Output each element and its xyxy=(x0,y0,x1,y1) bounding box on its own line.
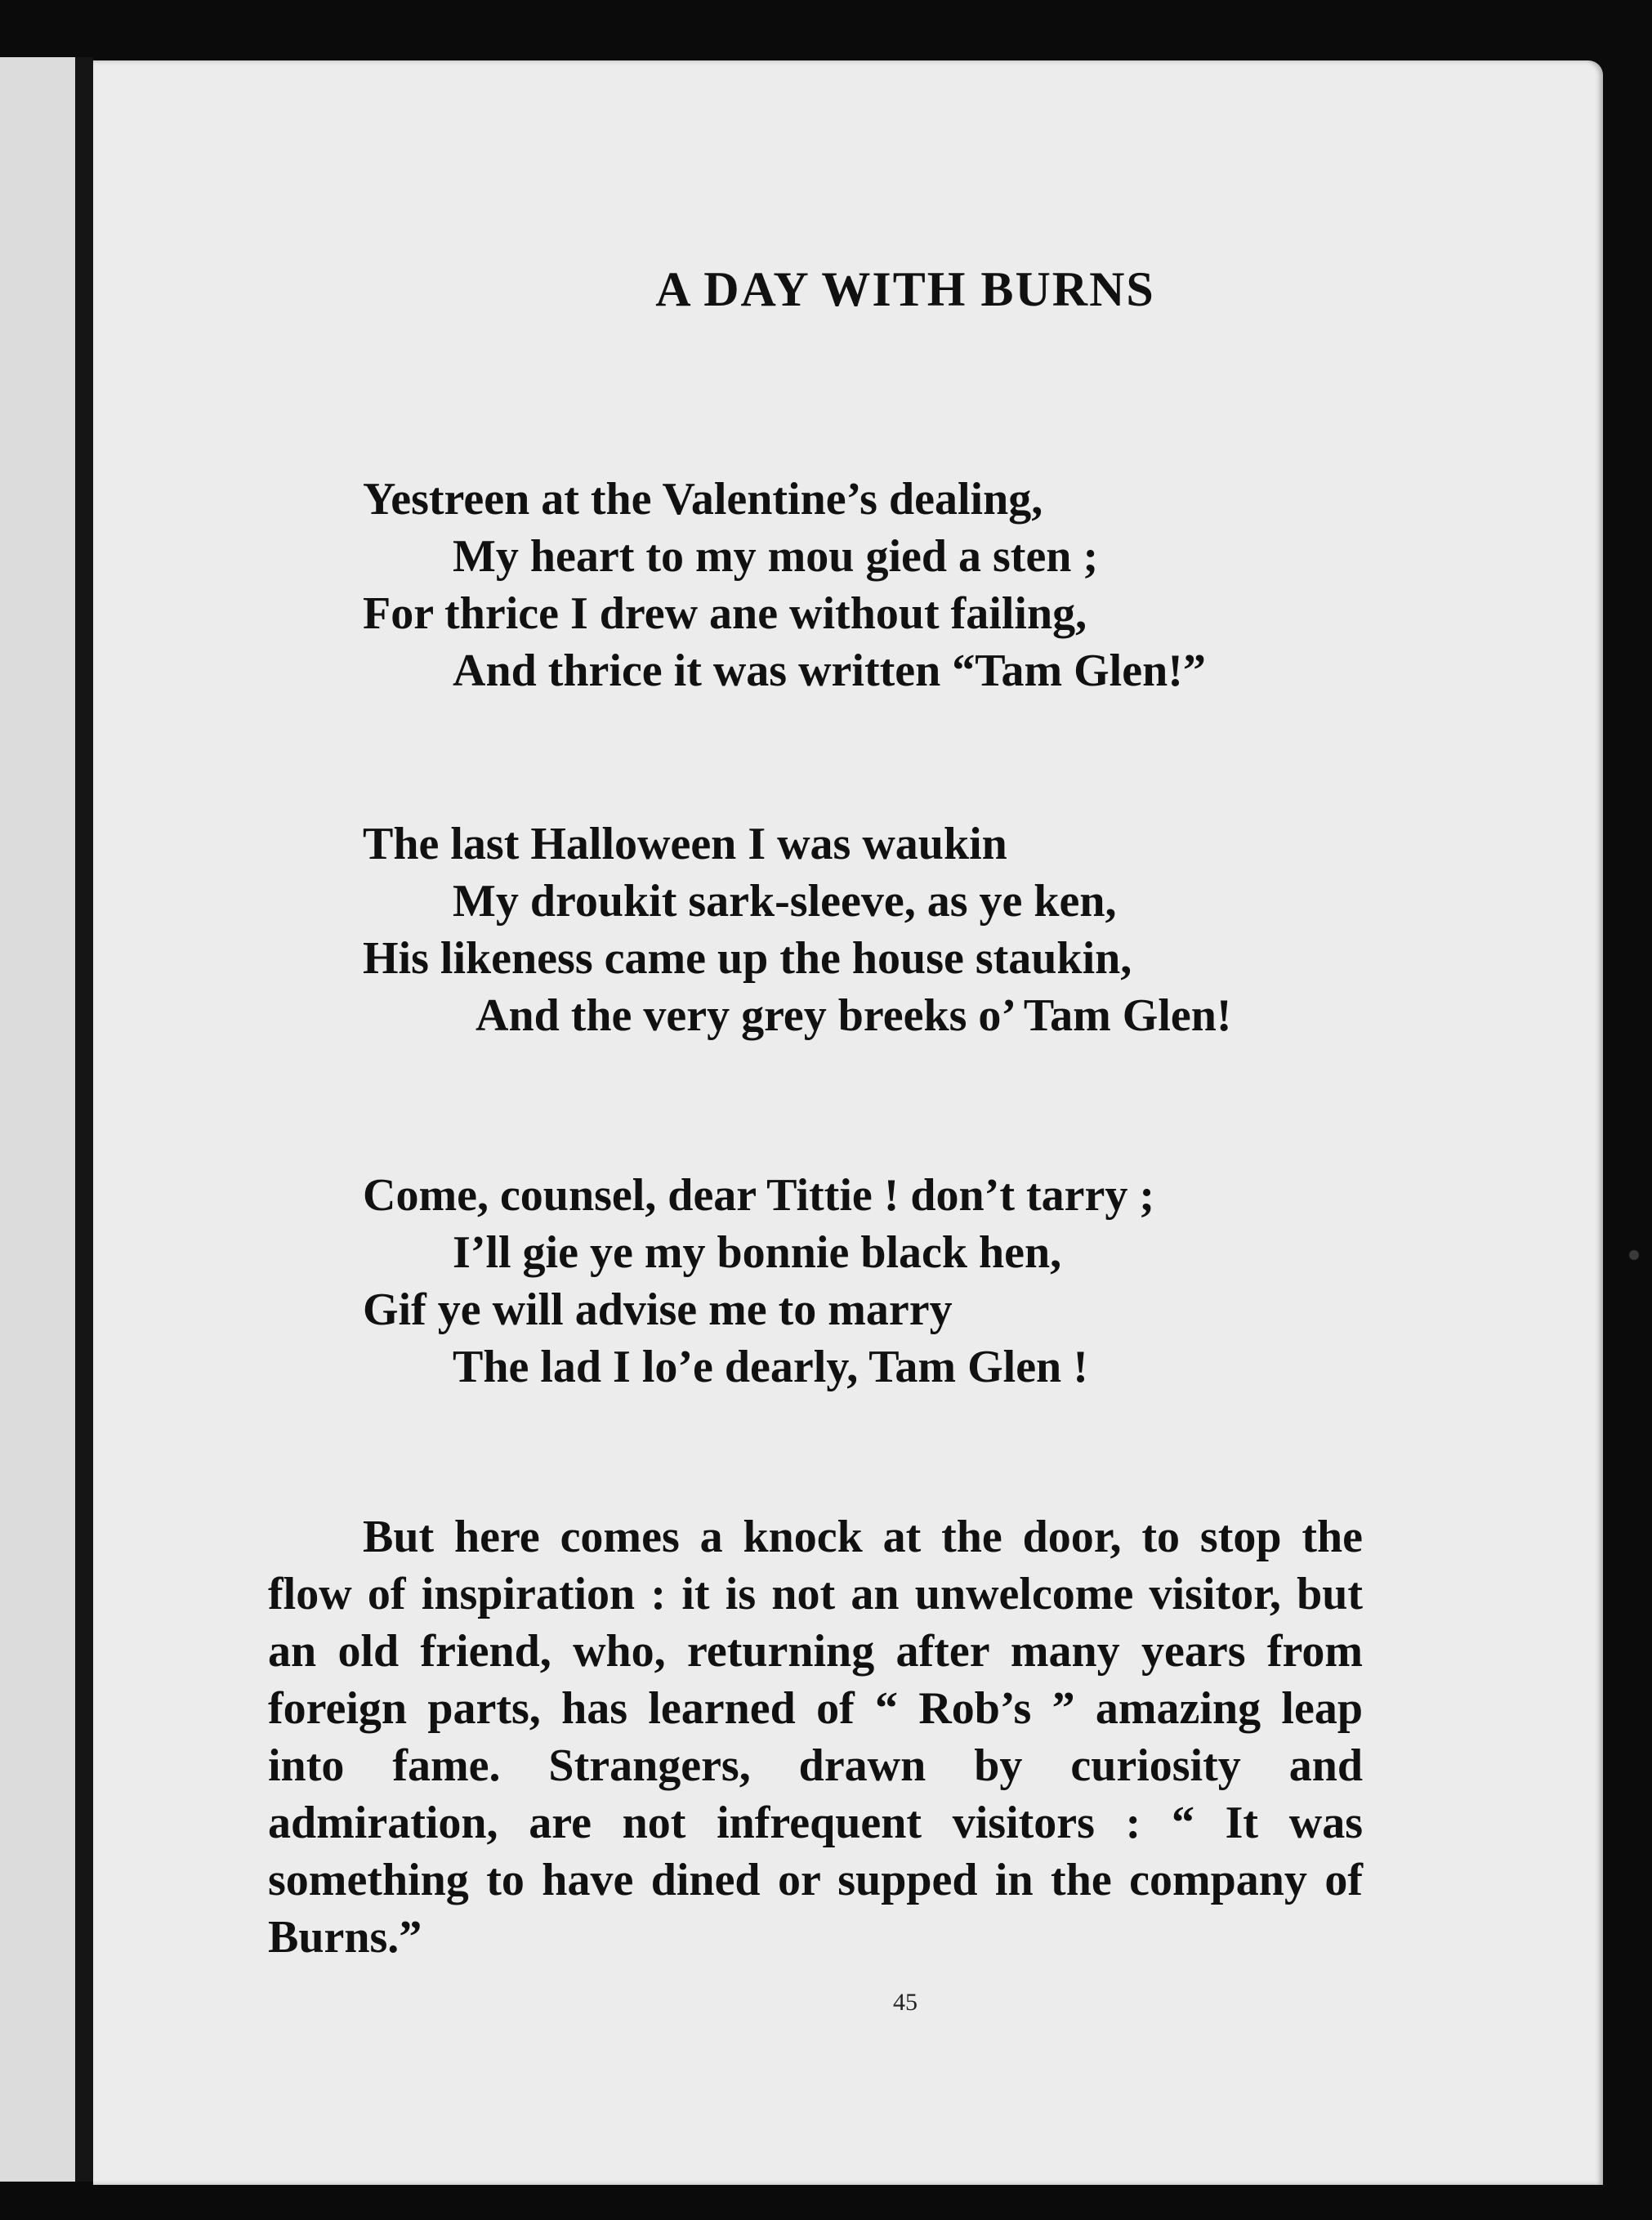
verse-line: His likeness came up the house staukin, xyxy=(363,933,1132,984)
page-number: 45 xyxy=(893,1989,918,2016)
book-page xyxy=(93,60,1603,2185)
poem-stanza xyxy=(363,471,1206,699)
verse-line: I’ll gie ye my bonnie black hen, xyxy=(453,1227,1062,1278)
verse-line: And the very grey breeks o’ Tam Glen! xyxy=(476,990,1232,1041)
verse-line: Gif ye will advise me to marry xyxy=(363,1284,953,1335)
verse-line: And thrice it was written “Tam Glen!” xyxy=(453,645,1206,696)
verse-line: For thrice I drew ane without failing, xyxy=(363,588,1087,639)
verse-line: My heart to my mou gied a sten ; xyxy=(453,531,1099,582)
verse-line: The last Halloween I was waukin xyxy=(363,819,1007,869)
gutter-shadow xyxy=(75,57,93,2182)
verse-line: The lad I lo’e dearly, Tam Glen ! xyxy=(453,1342,1088,1392)
verse-line: My droukit sark-sleeve, as ye ken, xyxy=(453,876,1117,927)
scan-speck xyxy=(1629,1250,1639,1260)
poem-stanza xyxy=(363,1167,1154,1396)
facing-page-edge xyxy=(0,57,75,2182)
verse-line: Come, counsel, dear Tittie ! don’t tarry ; xyxy=(363,1170,1154,1221)
verse-line: Yestreen at the Valentine’s dealing, xyxy=(363,474,1043,525)
poem-stanza xyxy=(363,815,1232,1044)
prose-paragraph: But here comes a knock at the door, to stop the flow of inspiration : it is not an unwelcome visitor, but an old friend, who, returning after many years from foreign parts, has learned of “ Rob’s ” amazing leap into fame. Strangers, drawn by curiosity and admiration, are not infrequent visitors : “ It was something to have dined or supped in the company of Burns.” xyxy=(268,1512,1363,1963)
running-head: A DAY WITH BURNS xyxy=(655,262,1155,316)
